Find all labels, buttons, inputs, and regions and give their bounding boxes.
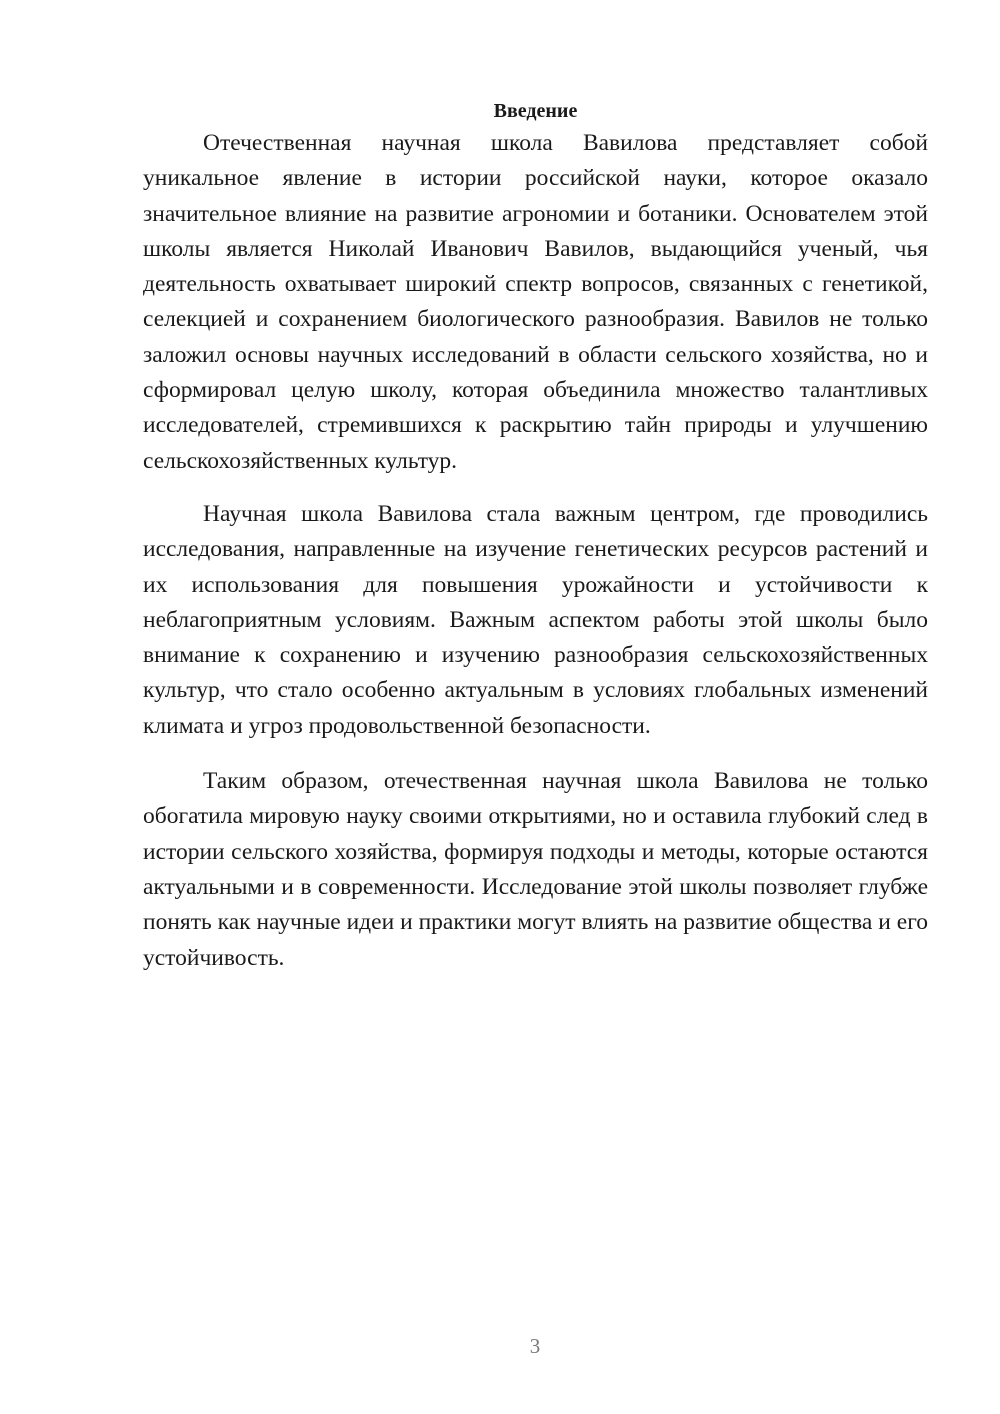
paragraph-3: Таким образом, отечественная научная школа Вавилова не только обогатила мировую науку своими открытиями, но и оставила глубокий след в истории сельского хозяйства, формируя подходы и методы, которые остаются актуальными и в современности. Исследование этой школы позволяет глубже понять как научные идеи и практики могут влиять на развитие общества и его устойчивость. [143, 768, 928, 971]
section-title: Введение [493, 100, 578, 122]
page-content [143, 96, 928, 976]
paragraph-1: Отечественная научная школа Вавилова представляет собой уникальное явление в истории российской науки, которое оказало значительное влияние на развитие агрономии и ботаники. Основателем этой школы является Николай Иванович Вавилов, выдающийся ученый, чья деятельность охватывает широкий спектр вопросов, связанных с генетикой, селекцией и сохранением биологического разнообразия. Вавилов не только заложил основы научных исследований в области сельского хозяйства, но и сформировал целую школу, которая объединила множество талантливых исследователей, стремившихся к раскрытию тайн природы и улучшению сельскохозяйственных культур. [143, 130, 928, 474]
paragraph-2: Научная школа Вавилова стала важным центром, где проводились исследования, направленные на изучение генетических ресурсов растений и их использования для повышения урожайности и устойчивости к неблагоприятным условиям. Важным аспектом работы этой школы было внимание к сохранению и изучению разнообразия сельскохозяйственных культур, что стало особенно актуальным в условиях глобальных изменений климата и угроз продовольственной безопасности. [143, 500, 928, 739]
page-number: 3 [529, 1334, 541, 1358]
